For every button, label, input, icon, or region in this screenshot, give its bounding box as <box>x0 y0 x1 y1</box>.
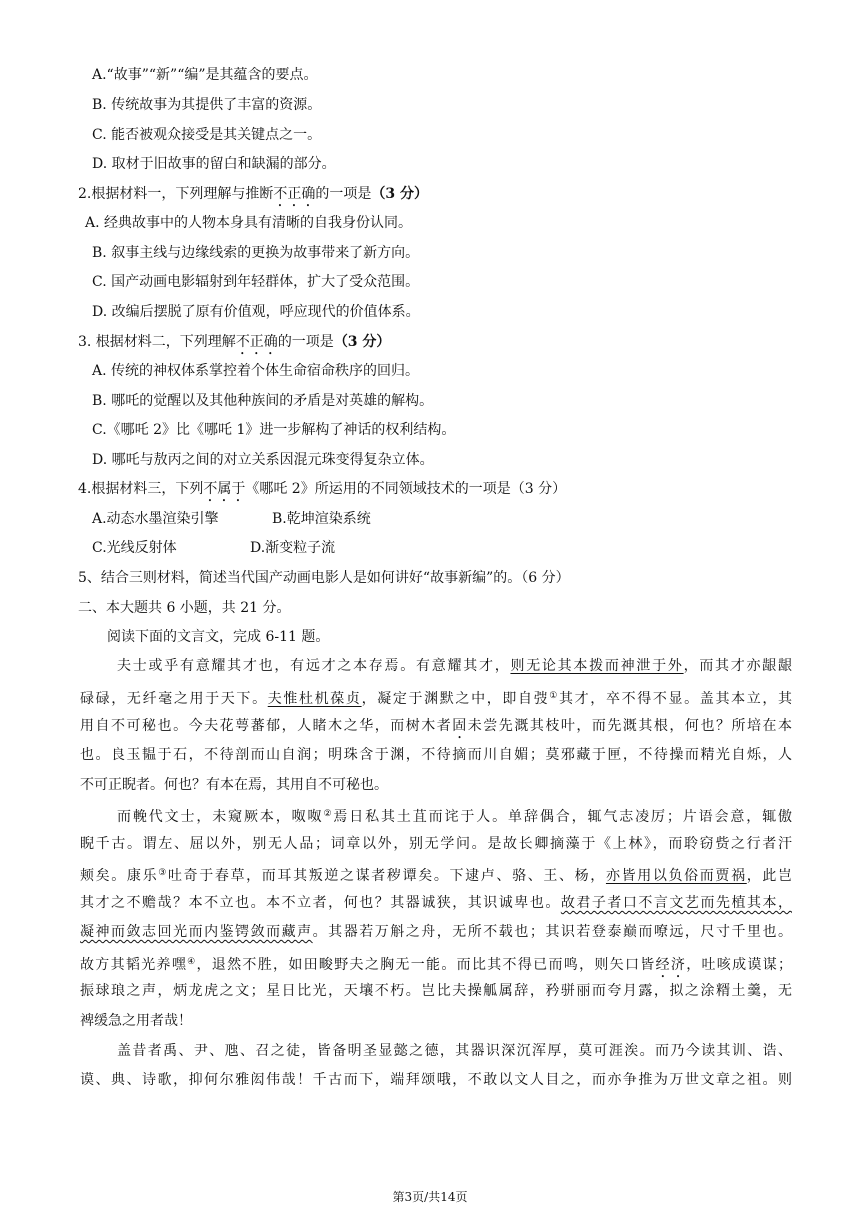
passage-p3-line-2: 谟、典、诗歌，抑何尔雅闳伟哉！千古而下，端拜颂哦，不敢以文人目之，而亦争推为万世文章之祖。则 <box>80 1072 792 1088</box>
passage-p2-line-5 <box>80 923 792 941</box>
q3-option-a: A. 传统的神权体系掌控着个体生命宿命秩序的回归。 <box>92 363 420 379</box>
passage-p2-line-2: 睨千古。谓左、屈以外，别无人品；词章以外，别无学问。是故长卿摘藻于《上林》，而聆窃赀之行者汗 <box>80 836 792 852</box>
q2-stem-pre: 2.根据材料一，下列理解与推断 <box>78 186 274 202</box>
text-run: ，凝定于渊默之中，即自弢 <box>361 691 550 707</box>
text-run: 颊矣。康乐 <box>80 868 159 884</box>
text-run: 吐奇于春草，而耳其叛逆之谋者秽谭矣。下逮卢、骆、王、杨， <box>167 868 606 884</box>
passage-p2-line-1 <box>80 805 792 826</box>
footnote-marker: ④ <box>187 957 197 967</box>
q2-option-a: A. 经典故事中的人物本身具有清晰的自我身份认同。 <box>85 215 413 231</box>
passage-p1-line-2 <box>80 687 792 708</box>
text-run: ，吐咳成谟谋； <box>686 957 793 973</box>
passage-p2-line-4 <box>80 894 792 912</box>
underlined-phrase: 夫惟杜机葆贞 <box>267 691 362 707</box>
text-run: 夫士或乎有意耀其才也，有远才之本存焉。有意耀其才， <box>117 658 511 674</box>
text-run: 。其器若万斛之舟，无所不载也；其识若登泰巅而嘹远，尺寸千里也。 <box>312 924 793 940</box>
passage-p1-line-5: 不可正睨者。何也？有本在焉，其用自不可秘也。 <box>80 777 388 793</box>
q2-score: （3 分） <box>371 186 428 202</box>
q1-option-a: A.“故事”“新”“编”是其蕴含的要点。 <box>92 67 318 83</box>
q3-score: （3 分） <box>333 334 391 350</box>
text-run: 未尝先溉其枝叶，而先溉其根，何也？所培在本 <box>467 718 793 734</box>
passage-p1-line-3 <box>80 717 792 742</box>
footnote-marker: ③ <box>158 868 168 878</box>
passage-p2-line-8: 裨缓急之用者哉！ <box>80 1013 192 1029</box>
q4-option-b: B.乾坤渲染系统 <box>272 511 371 527</box>
text-run: ，此岂 <box>746 868 793 884</box>
text-run: 碌碌，无纤毫之用于天下。 <box>80 691 268 707</box>
text-run: 其才之不赡哉？本不立也。本不立者，何也？其器诚狭，其识诚卑也。 <box>80 895 561 911</box>
q2-stem <box>78 185 428 210</box>
text-run: 故方其韬光养嘿 <box>80 957 188 973</box>
passage-p2-line-7: 振球琅之声，炳龙虎之文；星日比光，天壤不朽。岂比夫操觚属辞，矜骈丽而夸月露，拟之涂糈土羹，无 <box>80 983 792 999</box>
q4-option-a: A.动态水墨渲染引擎 <box>92 511 219 527</box>
text-run: ，退然不胜，如田畯野夫之胸无一能。而比其不得已而鸣，则矢口皆 <box>196 957 656 973</box>
q3-stem-pre: 3. 根据材料二，下列理解 <box>78 334 236 350</box>
q3-stem-emphasis: 不正确 <box>235 334 278 350</box>
q1-option-c: C. 能否被观众接受是其关键点之一。 <box>92 127 322 143</box>
q4-option-c: C.光线反射体 <box>92 540 177 556</box>
reading-instruction: 阅读下面的文言文，完成 6-11 题。 <box>107 629 330 645</box>
page-number-footer: 第3页/共14页 <box>392 1190 468 1204</box>
q2-stem-emphasis: 不正确 <box>273 186 316 202</box>
q3-option-b: B. 哪吒的觉醒以及其他种族间的矛盾是对英雄的解构。 <box>92 393 434 409</box>
passage-p3-line-1: 盖昔者禹、尹、虺、召之徒，皆备明圣显懿之德，其器识深沉浑厚，莫可涯涘。而乃今读其训、诰、 <box>117 1043 792 1059</box>
q3-stem-post: 的一项是 <box>277 334 334 350</box>
emphasized-word: 固 <box>452 718 468 734</box>
q4-option-d: D.渐变粒子流 <box>250 540 336 556</box>
underlined-phrase: 则无论其本拨而神泄于外 <box>510 658 684 674</box>
text-run: 用自不可秘也。今夫花萼蕃郁，人睹木之华，而树木者 <box>80 718 453 734</box>
section-2-heading: 二、本大题共 6 小题，共 21 分。 <box>78 600 291 616</box>
passage-p1-line-4: 也。良玉韫于石，不待剖而山自润；明珠含于渊，不待摘而川自媚；莫邪藏于匣，不待操而精光自烁，人 <box>80 747 792 763</box>
q3-stem <box>78 333 390 358</box>
q3-option-d: D. 哪吒与敖丙之间的对立关系因混元珠变得复杂立体。 <box>92 452 434 468</box>
underlined-phrase: 亦皆用以负俗而贾祸 <box>605 868 747 884</box>
passage-p1-line-1 <box>80 657 792 675</box>
text-run: ，而其才亦龈龈 <box>683 658 793 674</box>
q1-option-d: D. 取材于旧故事的留白和缺漏的部分。 <box>92 156 336 172</box>
q2-option-b: B. 叙事主线与边缘线索的更换为故事带来了新方向。 <box>92 245 420 261</box>
wavy-underlined-phrase: 凝神而敛志回光而内鉴锷敛而藏声 <box>80 924 313 940</box>
q2-option-c: C. 国产动画电影辐射到年轻群体，扩大了受众范围。 <box>92 274 420 290</box>
text-run: 其才，卒不得不显。盖其本立，其 <box>559 691 793 707</box>
text-run: 焉日私其土苴而诧于人。单辞偶合，辄气志凌厉；片语会意，辄傲 <box>333 809 793 825</box>
footnote-marker: ① <box>549 691 560 701</box>
q4-stem-emphasis: 不属于 <box>203 481 246 497</box>
q1-option-b: B. 传统故事为其提供了丰富的资源。 <box>92 97 322 113</box>
q4-stem <box>78 480 566 505</box>
q5-stem: 5、结合三则材料，简述当代国产动画电影人是如何讲好“故事新编”的。（6 分） <box>78 570 570 586</box>
emphasized-word: 经济 <box>655 957 687 973</box>
text-run: 而輓代文士，未窥厥本，呶呶 <box>117 809 324 825</box>
q3-option-c: C.《哪吒 2》比《哪吒 1》进一步解构了神话的权利结构。 <box>92 422 456 438</box>
q4-stem-post: 《哪吒 2》所运用的不同领域技术的一项是（3 分） <box>245 481 567 497</box>
q2-stem-post: 的一项是 <box>315 186 372 202</box>
q4-stem-pre: 4.根据材料三，下列 <box>78 481 204 497</box>
q2-option-d: D. 改编后摆脱了原有价值观，呼应现代的价值体系。 <box>92 304 420 320</box>
passage-p2-line-3 <box>80 864 792 885</box>
passage-p2-line-6 <box>80 953 792 981</box>
wavy-underlined-phrase: 故君子者口不言文艺而先植其本， <box>560 895 792 911</box>
footnote-marker: ② <box>323 809 334 819</box>
